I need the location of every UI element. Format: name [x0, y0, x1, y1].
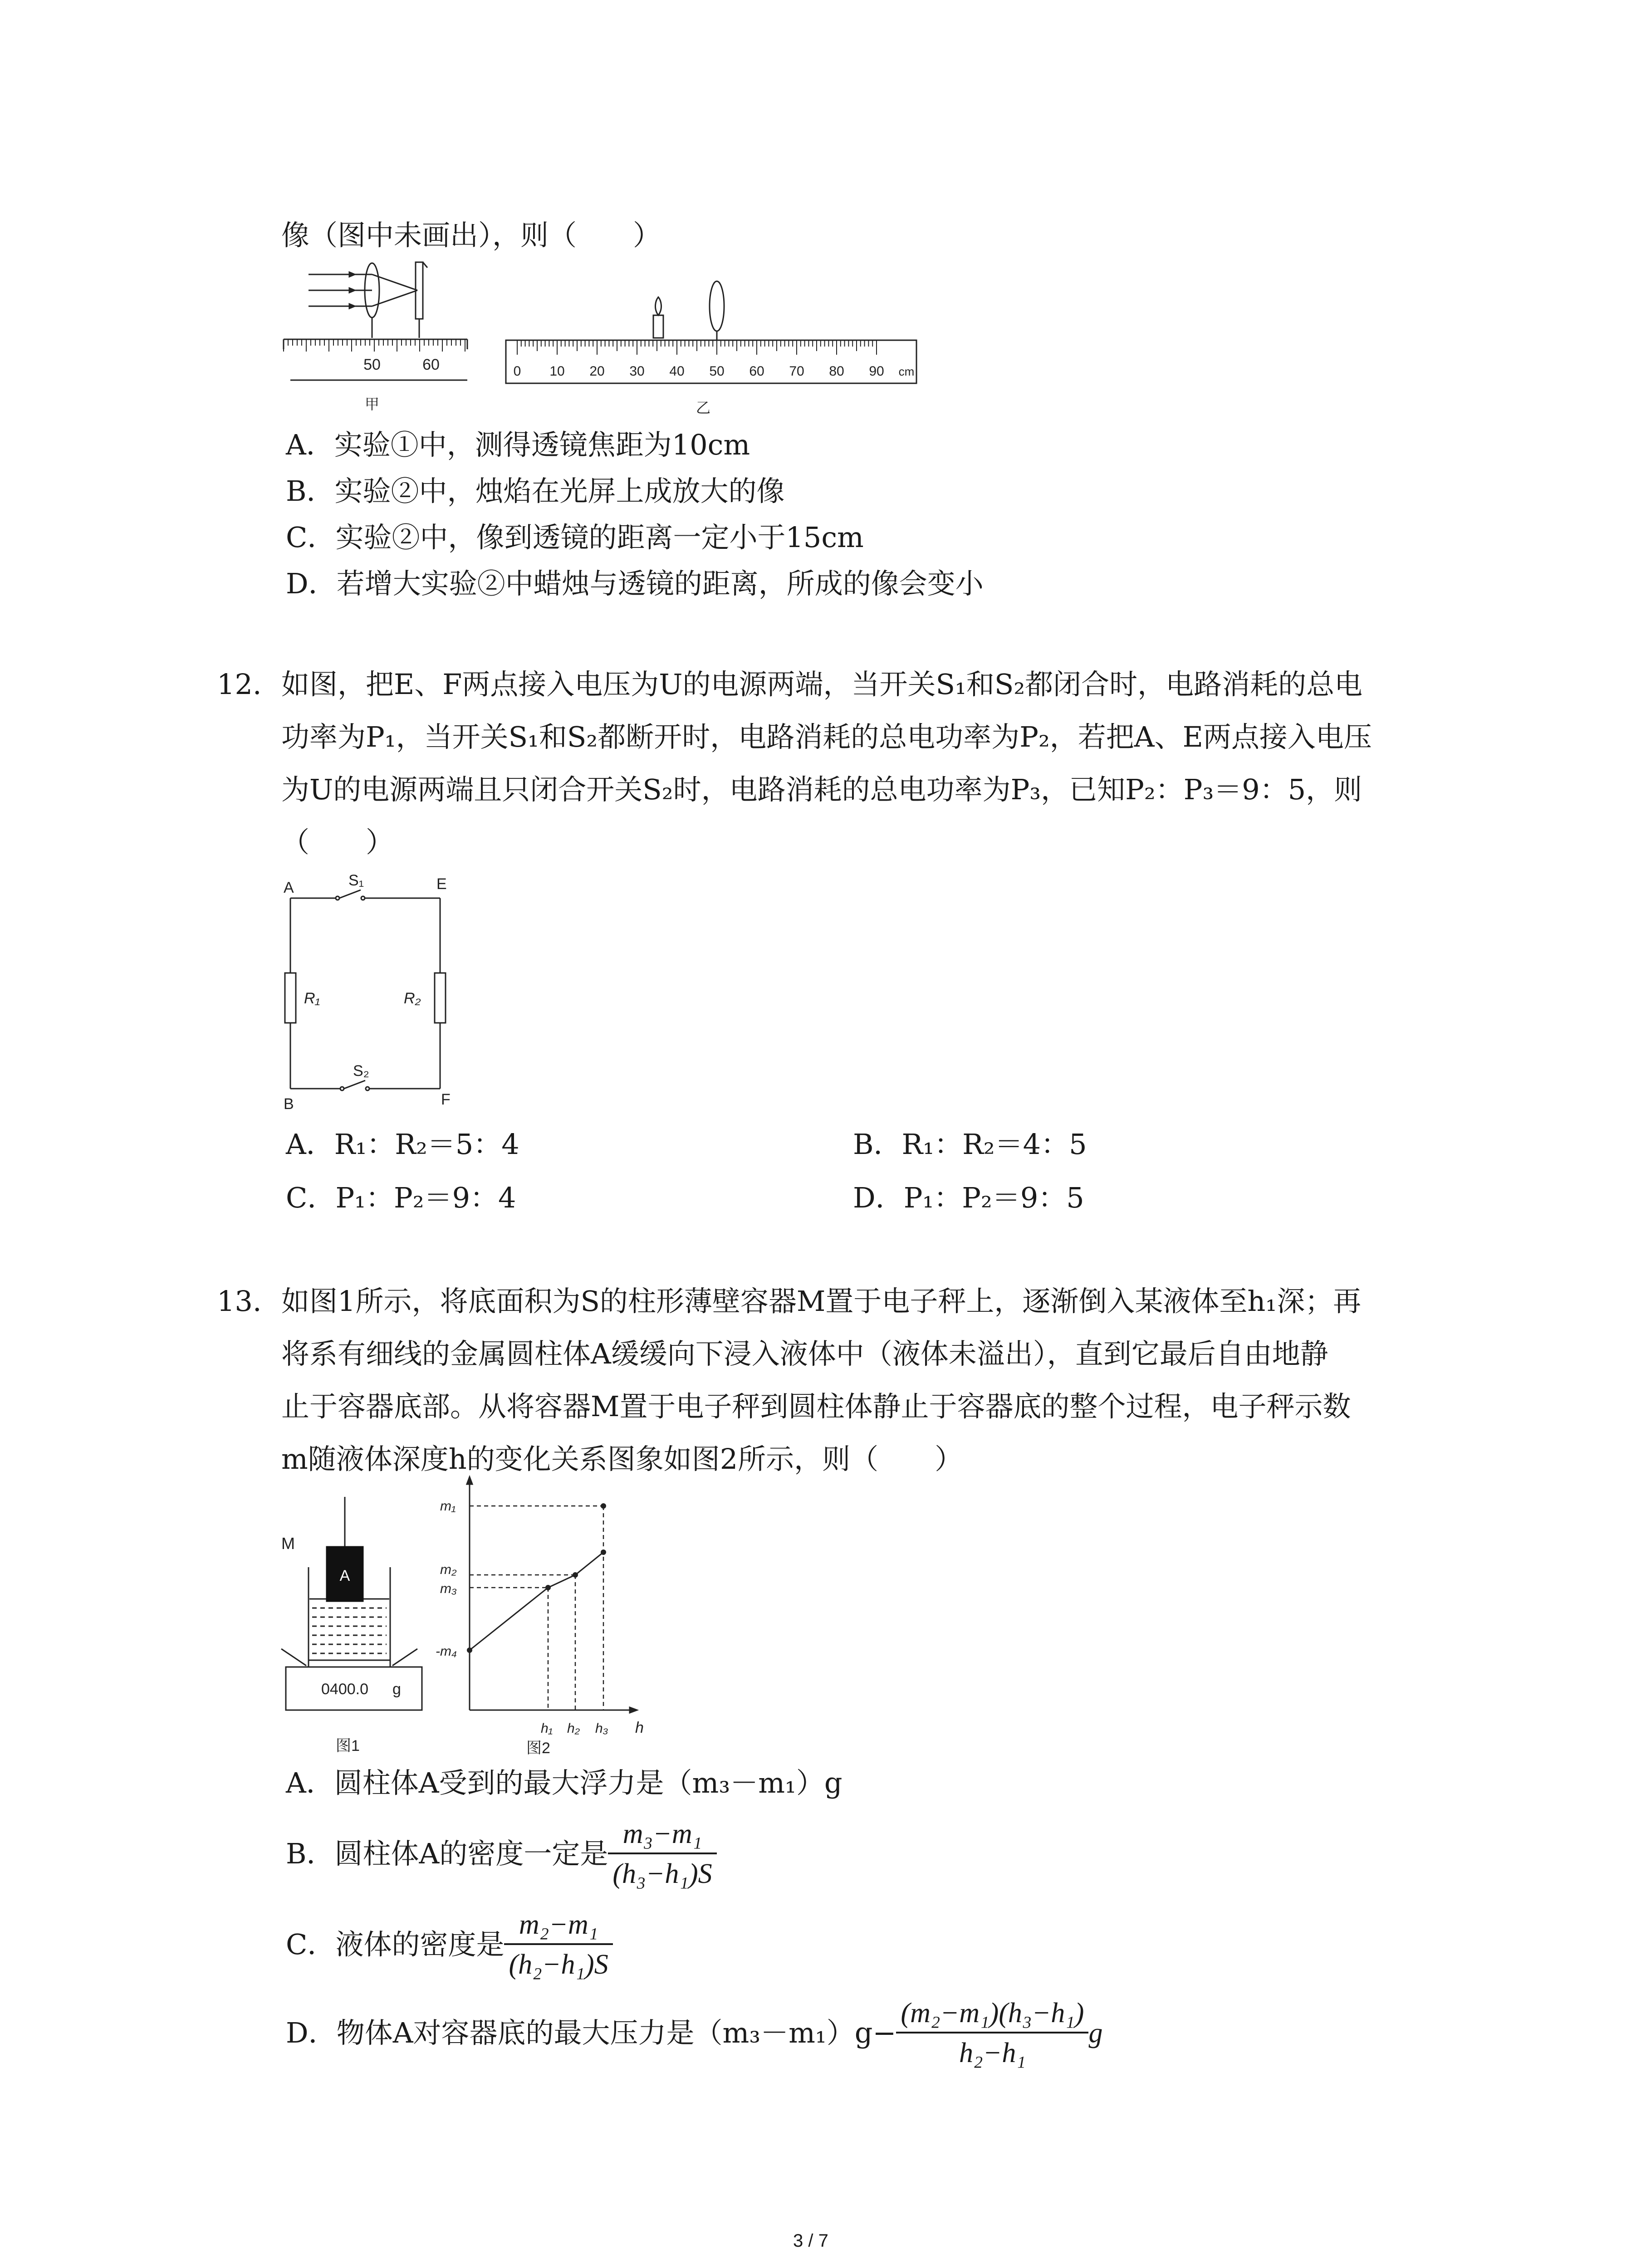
y-label-m1: m₁	[440, 1499, 456, 1514]
q13-figure-1	[268, 1492, 436, 1769]
q11-figure-yi	[499, 272, 930, 422]
q13-option-b-fraction	[608, 1819, 716, 1889]
q13-line-3: 止于容器底部。从将容器M置于电子秤到圆柱体静止于容器底的整个过程，电子秤示数	[281, 1390, 1351, 1423]
jia-tick-60: 60	[422, 356, 440, 373]
container-m-label: M	[281, 1534, 295, 1553]
q13-option-b-denominator: (h₃−h₁)S	[612, 1858, 712, 1889]
q13-line-4: m随液体深度h的变化关系图象如图2所示，则（ ）	[281, 1442, 963, 1476]
switch-s1-label: S₁	[348, 872, 364, 889]
resistor-r1-label: R₁	[304, 990, 320, 1007]
yi-tick-label: 40	[669, 364, 685, 379]
jia-tick-50: 50	[363, 356, 381, 373]
node-e-label: E	[436, 875, 447, 893]
q13-option-d-suffix: g	[1088, 2018, 1103, 2048]
yi-tick-label: 30	[629, 364, 645, 379]
fig1-caption: 图1	[336, 1737, 360, 1755]
q11-option-a: A．实验①中，测得透镜焦距为10cm	[286, 428, 750, 461]
q13-option-c	[286, 1910, 613, 1980]
scale-unit: g	[392, 1681, 401, 1698]
y-label-m3: m₃	[440, 1581, 457, 1596]
node-a-label: A	[284, 879, 294, 896]
q13-figure-2	[436, 1474, 653, 1769]
x-label-h1: h₁	[541, 1721, 553, 1736]
switch-s2-label: S₂	[353, 1062, 369, 1080]
q12-number: 12.	[217, 668, 262, 701]
q12-line-1: 如图，把E、F两点接入电压为U的电源两端，当开关S₁和S₂都闭合时，电路消耗的总电	[281, 668, 1363, 701]
yi-caption: 乙	[696, 400, 711, 416]
q12-line-4: （ ）	[281, 826, 394, 859]
page-number: 3 / 7	[793, 2231, 828, 2251]
x-label-h2: h₂	[567, 1721, 580, 1736]
q13-option-d-numerator: (m₂−m₁)(h₃−h₁)	[896, 1998, 1088, 2033]
q13-option-c-fraction	[504, 1910, 612, 1980]
yi-unit: cm	[898, 365, 915, 378]
q11-option-b: B．实验②中，烛焰在光屏上成放大的像	[286, 474, 785, 508]
q13-option-c-numerator: m₂−m₁	[504, 1910, 612, 1945]
yi-tick-label: 50	[709, 364, 725, 379]
q13-option-d	[286, 1998, 1102, 2068]
q12-option-a: A．R₁：R₂＝5：4	[286, 1128, 519, 1161]
q12-option-d: D．P₁：P₂＝9：5	[853, 1181, 1084, 1214]
q13-option-a: A．圆柱体A受到的最大浮力是（m₃－m₁）g	[286, 1766, 843, 1799]
q13-option-b-numerator: m₃−m₁	[608, 1819, 716, 1854]
q13-option-d-fraction	[896, 1998, 1088, 2068]
yi-tick-label: 10	[549, 364, 565, 379]
fig2-caption: 图2	[526, 1740, 550, 1757]
q13-option-c-prefix: C．液体的密度是	[286, 1928, 505, 1961]
q12-line-3: 为U的电源两端且只闭合开关S₂时，电路消耗的总电功率为P₃，已知P₂：P₃＝9：5，则	[281, 773, 1362, 806]
yi-tick-label: 80	[829, 364, 844, 379]
q11-stem-tail: 像（图中未画出），则（ ）	[281, 219, 661, 252]
yi-tick-label: 20	[589, 364, 605, 379]
q11-figure-jia	[281, 259, 472, 417]
node-b-label: B	[284, 1095, 294, 1113]
yi-tick-label: 0	[513, 364, 521, 379]
q12-option-c: C．P₁：P₂＝9：4	[286, 1181, 516, 1214]
yi-tick-label: 90	[869, 364, 884, 379]
q12-line-2: 功率为P₁，当开关S₁和S₂都断开时，电路消耗的总电功率为P₂，若把A、E两点接入电压	[281, 720, 1372, 753]
q11-option-c: C．实验②中，像到透镜的距离一定小于15cm	[286, 521, 864, 554]
q13-line-1: 如图1所示，将底面积为S的柱形薄壁容器M置于电子秤上，逐渐倒入某液体至h₁深；再	[281, 1285, 1362, 1318]
x-axis-label: h	[635, 1719, 644, 1736]
q13-number: 13.	[217, 1285, 262, 1318]
q13-line-2: 将系有细线的金属圆柱体A缓缓向下浸入液体中（液体未溢出），直到它最后自由地静	[281, 1337, 1328, 1370]
scale-reading: 0400.0	[321, 1681, 368, 1698]
yi-tick-label: 70	[789, 364, 804, 379]
x-label-h3: h₃	[595, 1721, 608, 1736]
q12-circuit-diagram	[272, 871, 481, 1125]
resistor-r2-label: R₂	[404, 990, 421, 1007]
q13-option-d-prefix: D．物体A对容器底的最大压力是（m₃－m₁）g−	[286, 2016, 896, 2049]
jia-caption: 甲	[364, 396, 380, 412]
q13-option-b-prefix: B．圆柱体A的密度一定是	[286, 1837, 608, 1870]
y-label-m2: m₂	[440, 1562, 457, 1577]
q13-option-b	[286, 1819, 717, 1889]
q12-option-b: B．R₁：R₂＝4：5	[853, 1128, 1087, 1161]
q11-option-d: D．若增大实验②中蜡烛与透镜的距离，所成的像会变小	[286, 567, 984, 600]
y-label-m4: -m₄	[436, 1644, 457, 1659]
yi-tick-label: 60	[749, 364, 764, 379]
q13-option-d-denominator: h₂−h₁	[959, 2038, 1026, 2068]
node-f-label: F	[441, 1091, 451, 1108]
q13-option-c-denominator: (h₂−h₁)S	[509, 1949, 608, 1980]
cylinder-a-label: A	[339, 1567, 350, 1584]
